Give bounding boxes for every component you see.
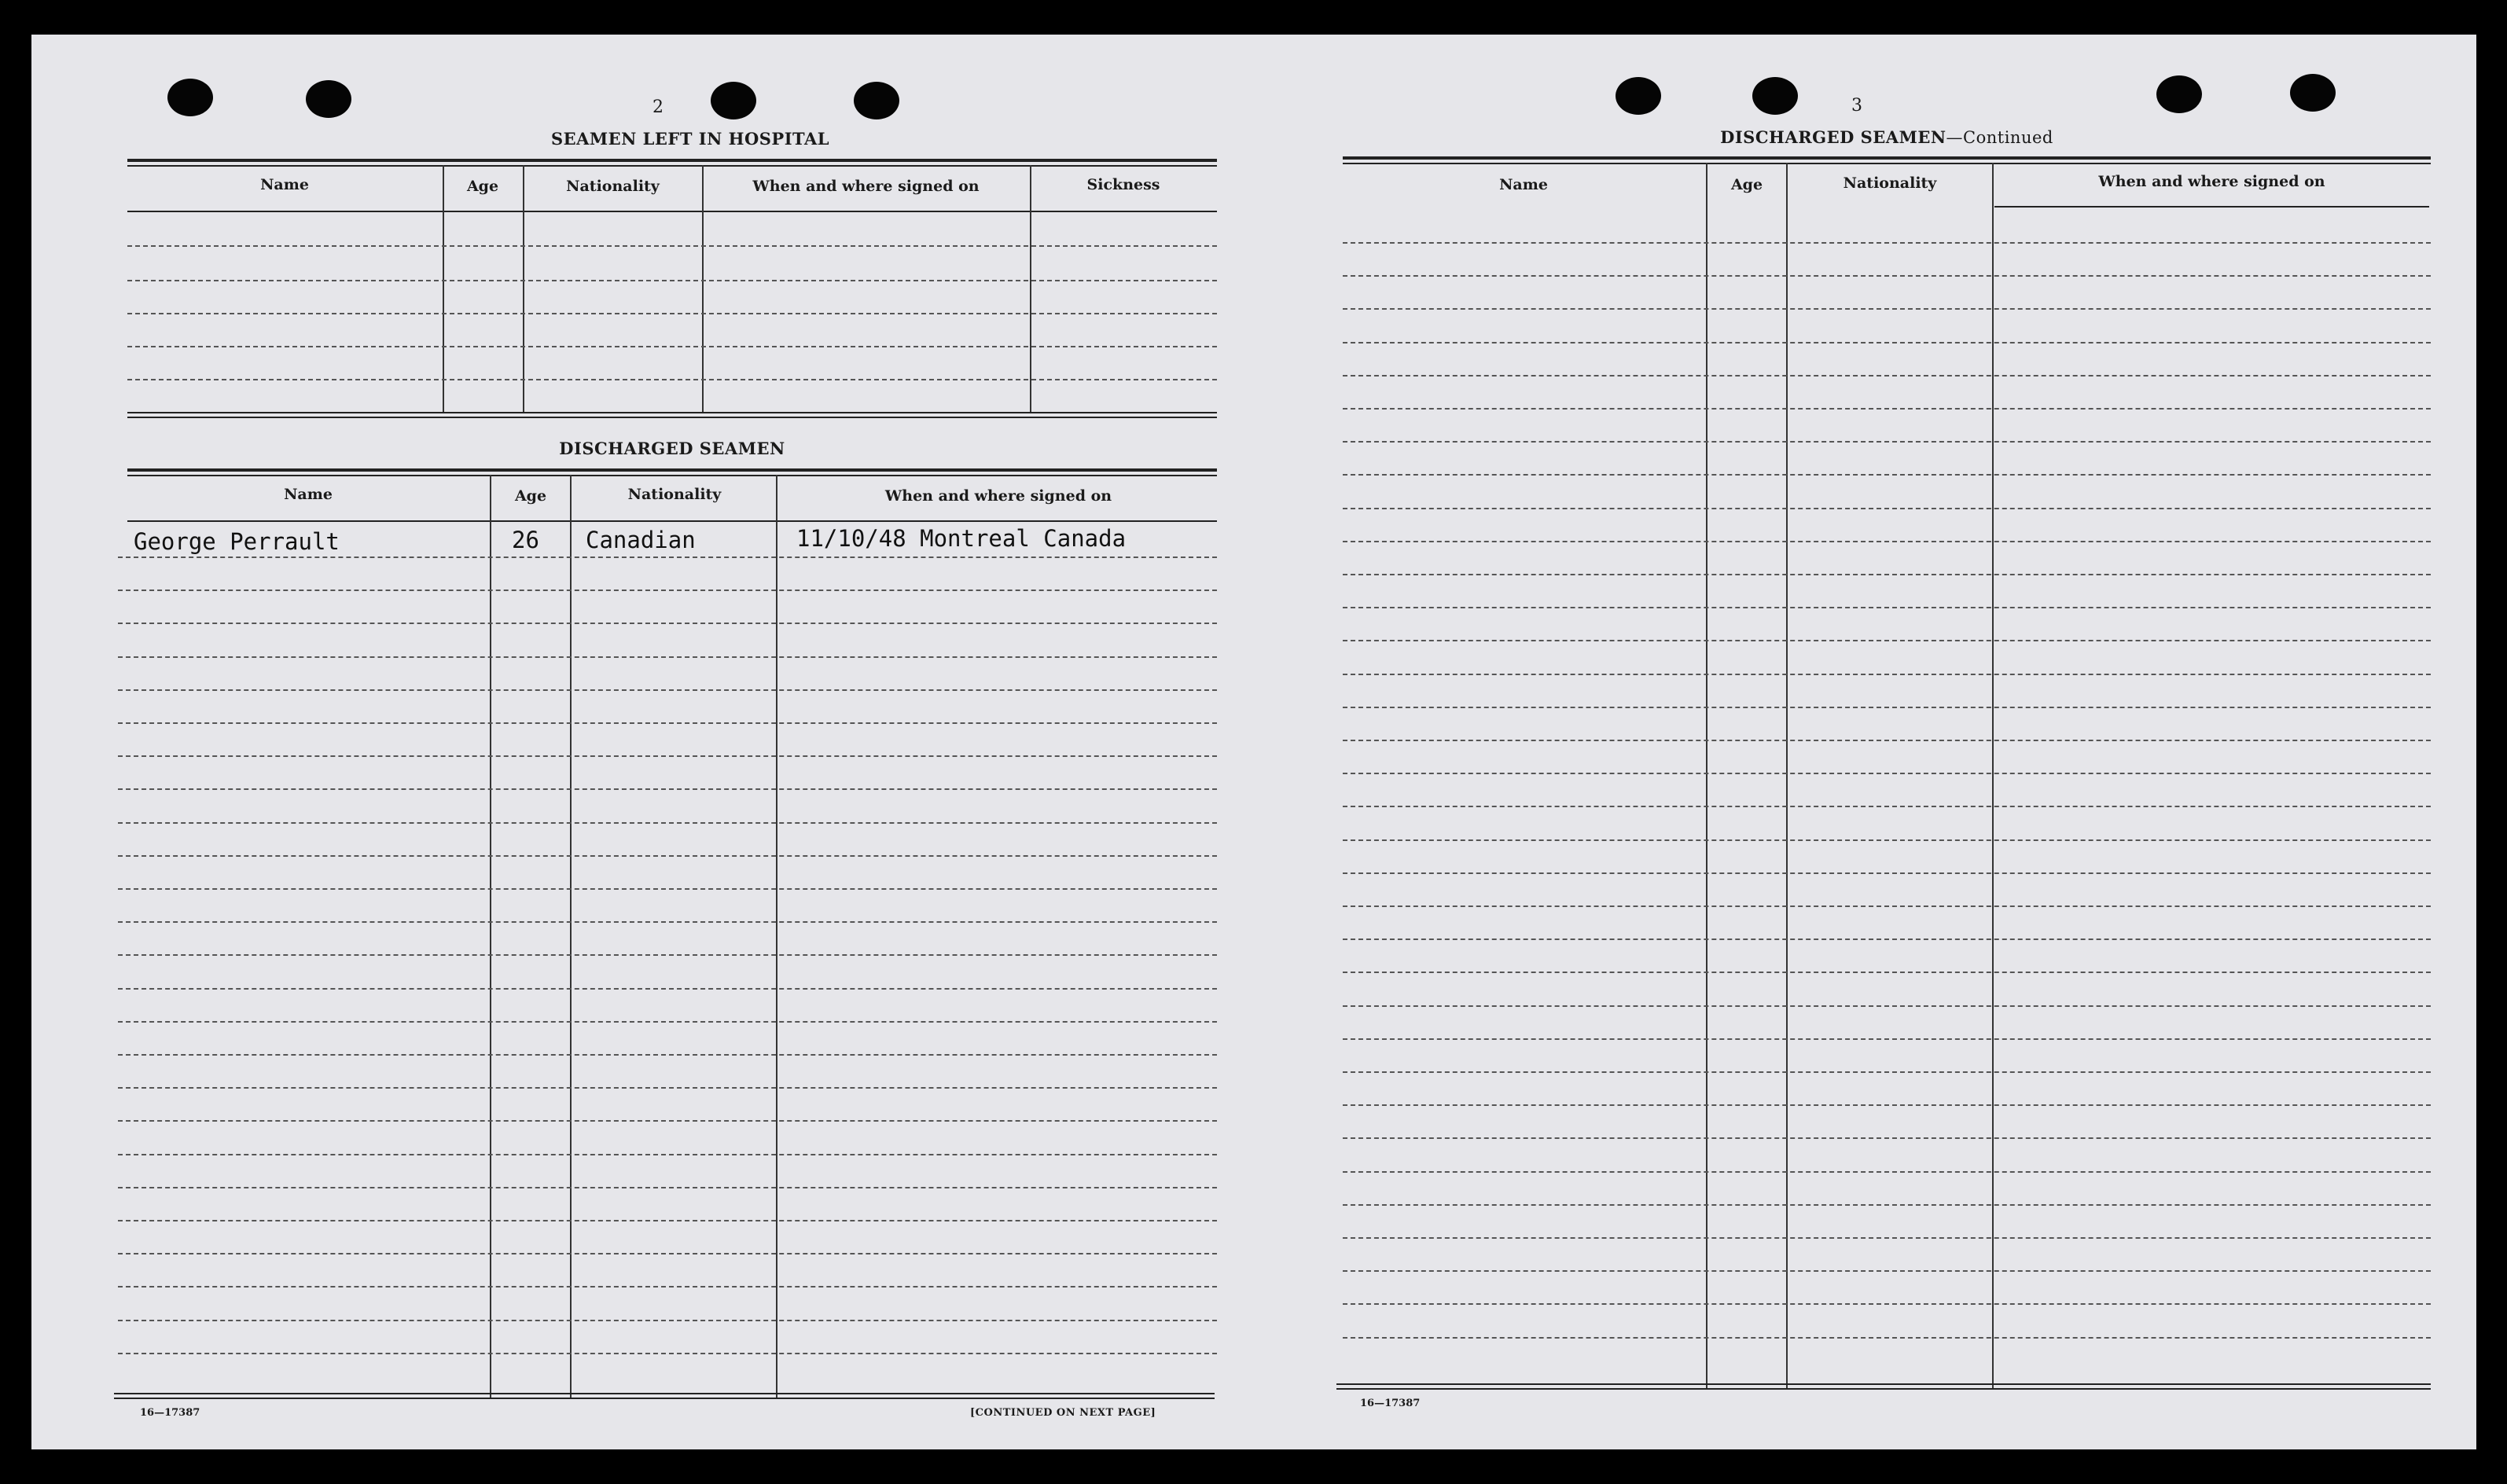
table-row [127,280,1217,281]
left-form-number: 16—17387 [140,1407,200,1419]
table-row [1343,839,2431,841]
table-row [1343,1337,2431,1339]
table-row [118,788,1217,790]
discharged-col-age: Age [514,487,547,505]
right-col-signed-on: When and where signed on [2098,173,2325,190]
table-row [127,379,1217,380]
seaman-name: George Perrault [134,528,340,555]
hospital-top-rule [127,159,1217,162]
punch-hole [2290,74,2336,112]
right-section-title [1344,127,2429,147]
seaman-signed-on: 11/10/48 Montreal Canada [796,525,1127,552]
table-row [118,1087,1217,1089]
punch-hole [306,80,351,118]
table-row [1343,1237,2431,1239]
table-row [1343,474,2431,476]
discharged-top-rule [127,468,1217,472]
table-row [1343,408,2431,410]
table-row [118,822,1217,824]
table-row [118,722,1217,724]
table-row [1343,674,2431,675]
table-row [1343,773,2431,774]
table-row [118,921,1217,923]
discharged-col-nationality: Nationality [627,486,722,503]
table-row [1343,640,2431,641]
punch-hole [2156,75,2202,113]
table-row [1343,740,2431,741]
hospital-section-title: SEAMEN LEFT IN HOSPITAL [550,129,830,149]
table-row [1343,275,2431,277]
table-row [118,1021,1217,1023]
hospital-col-name: Name [260,176,309,193]
table-row [1343,707,2431,708]
table-row [118,1054,1217,1056]
right-top-rule [1343,156,2431,160]
table-row [1343,905,2431,907]
table-row [118,1120,1217,1122]
table-row [1343,972,2431,973]
discharged-section-title: DISCHARGED SEAMEN [559,439,785,458]
right-col-age: Age [1730,176,1763,193]
punch-hole [167,79,213,116]
right-section-title-suffix: —Continued [1946,128,2053,147]
table-row [118,689,1217,691]
right-col-nationality: Nationality [1843,174,1937,192]
table-row [127,245,1217,247]
table-row [118,1353,1217,1354]
table-row [1343,1270,2431,1272]
punch-hole [854,82,899,119]
table-row [1343,1104,2431,1106]
punch-hole [1752,77,1798,115]
table-row [118,1154,1217,1155]
table-row [118,623,1217,624]
table-row [1343,441,2431,443]
table-row [1343,508,2431,509]
table-row [1343,806,2431,807]
table-row [118,590,1217,591]
table-row [1343,342,2431,343]
hospital-bottom-rule [127,417,1217,418]
table-row [127,313,1217,314]
discharged-col-name: Name [284,486,333,503]
table-row [1343,872,2431,874]
right-col-name: Name [1499,176,1548,193]
table-row [1343,1071,2431,1073]
table-row [118,888,1217,890]
hospital-col-age: Age [466,178,499,195]
right-section-title-main: DISCHARGED SEAMEN [1720,127,1946,147]
table-row [1343,939,2431,940]
table-row [1343,242,2431,244]
discharged-col-signed-on: When and where signed on [884,487,1112,505]
table-row [1343,1303,2431,1305]
table-row [127,346,1217,347]
right-form-number: 16—17387 [1360,1398,1421,1409]
punch-hole [711,82,756,119]
table-row [118,1187,1217,1188]
table-row [118,1320,1217,1321]
table-row [1343,607,2431,608]
table-row [1343,1171,2431,1173]
table-row [1343,1137,2431,1139]
hospital-col-signed-on: When and where signed on [752,178,980,195]
table-row [1343,375,2431,377]
table-row [118,855,1217,857]
table-row [1343,1204,2431,1206]
table-row [118,1253,1217,1254]
table-row [118,556,1217,558]
table-row [1343,1005,2431,1007]
hospital-col-nationality: Nationality [566,178,660,195]
left-page-number: 2 [652,97,664,117]
punch-hole [1616,77,1661,115]
right-page-number: 3 [1851,96,1862,116]
table-row [1343,574,2431,575]
seaman-nationality: Canadian [586,527,696,553]
table-row [118,1220,1217,1221]
table-row [118,755,1217,757]
continued-note: [CONTINUED ON NEXT PAGE] [970,1407,1156,1419]
table-row [1343,1038,2431,1040]
table-row [118,954,1217,956]
seaman-age: 26 [512,527,539,553]
hospital-col-sickness: Sickness [1086,176,1160,193]
table-row [118,988,1217,990]
table-row [118,656,1217,658]
table-row [1343,308,2431,310]
table-row [118,1286,1217,1287]
register-sheet [31,35,2476,1449]
table-row [1343,541,2431,542]
